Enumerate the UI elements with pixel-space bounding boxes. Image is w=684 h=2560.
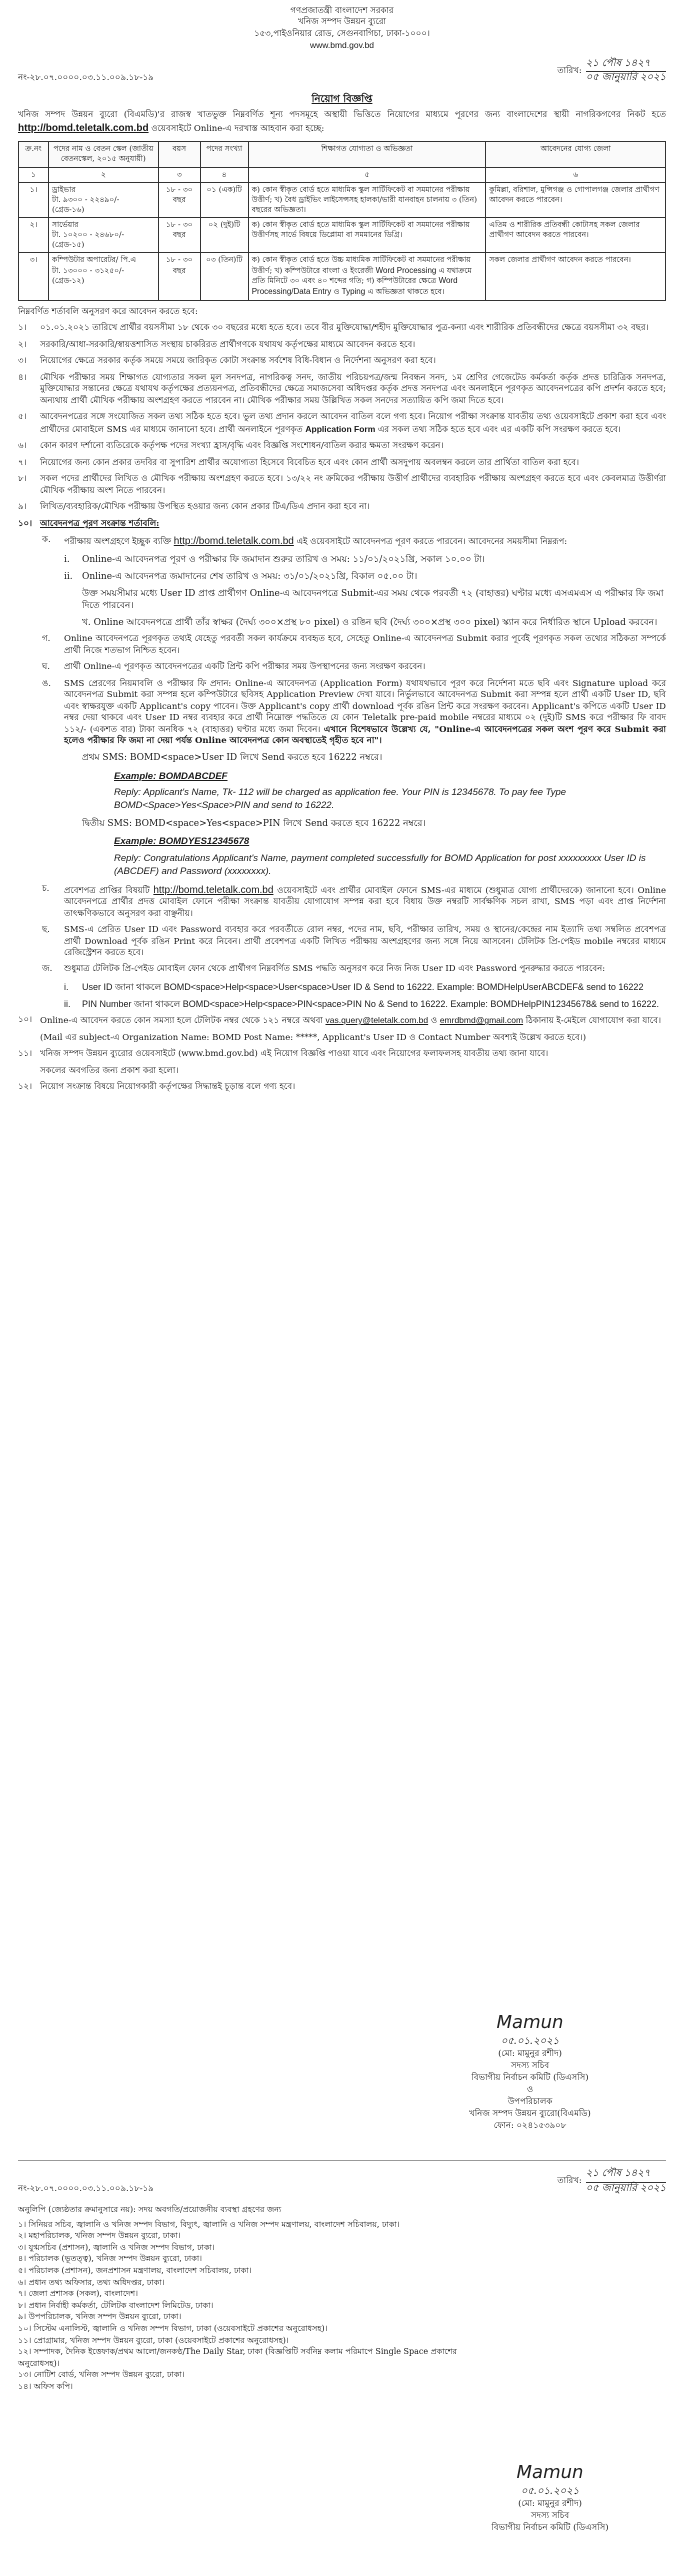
memo-date-en: ০৫ জানুয়ারি ২০২১ <box>585 72 666 84</box>
signatory-office: খনিজ সম্পদ উন্নয়ন ব্যুরো(বিএমডি) <box>469 2108 591 2119</box>
qual-text-1: ক) কোন স্বীকৃত বোর্ড হতে উচ্চ মাধ্যমিক সার্টিফিকেট বা সমমানের পরীক্ষায় উত্তীর্ণ; খ) কম্পিউটারে বাংলা ও ইংরেজী <box>251 255 471 275</box>
table-index-row <box>19 167 666 182</box>
post-scale: টা. ১০২০০ - ২৪৬৮০/- <box>51 230 125 240</box>
list-item: ৯। উপপরিচালক, খনিজ সম্পদ উন্নয়ন ব্যুরো, ঢাকা। <box>18 2312 182 2322</box>
example2-label: Example: BOMDYES12345678 <box>114 836 250 848</box>
apply-sms: ঙ. SMS প্রেরণের নিয়মাবলি ও পরীক্ষার ফি প্রদান: Online-এ আবেদনপত্র (Application Form) যথাযথভাবে পূরণ করে নির্দেশনা মতে ছবি এবং Signature upload করে আবেদনপত্র Submit করা সম্পন্ন হলে কম্পিউটারে ছবিসহ Application Preview দেখা যাবে। নির্ভুলভাবে আবেদনপত্র Submit করা সম্পন্ন হলে প্রার্থী একটি User ID, ছবি এবং স্বাক্ষরযুক্ত একটি Applicant's copy পাবেন। উক্ত Applicant's copy প্রার্থী download পূর্বক রঙিন প্রিন্ট করে সংরক্ষণ করবেন। Applicant's কপিতে একটি User ID নম্বর দেয়া থাকবে এবং User ID নম্বর ব্যবহার করে প্রার্থী নিম্নোক্ত পদ্ধতিতে যে কোন Teletalk pre-paid mobile নম্বরের মাধ্যমে ০২ (দুই)টি SMS করে পরীক্ষার ফি বাবদ ১১২/- (একশত বার) টাকা অনধিক ৭২ (বাহাত্তর) ঘণ্টার মধ্যে জমা দিবেন। এখানে বিশেষভাবে উল্লেখ্য যে, "Online-এ আবেদনপত্রের সকল অংশ পূরণ করে Submit করা হলেও পরীক্ষার ফি জমা না দেয়া পর্যন্ত Online আবেদনপত্র কোন অবস্থাতেই গৃহীত হবে না"। <box>42 678 666 746</box>
list-item: ১৩। নোটিশ বোর্ড, খনিজ সম্পদ উন্নয়ন ব্যুরো, ঢাকা। <box>18 2370 185 2380</box>
apply-cha: চ. প্রবেশপত্র প্রাপ্তির বিষয়টি http://bomd.teletalk.com.bd ওয়েবসাইটে এবং প্রার্থীর মোবাইল ফোনে SMS-এর মাধ্যমে (শুধুমাত্র যোগ্য প্রার্থীদেরকে) জানানো হবে। Online আবেদনপত্রে প্রার্থীর প্রদত্ত মোবাইল ফোনে পরীক্ষা সংক্রান্ত যাবতীয় যোগাযোগ সম্পন্ন করা হবে বিধায় উক্ত নম্বরটি সার্বক্ষণিক সচল রাখা, SMS পড়া এবং প্রাপ্ত নির্দেশনা তাৎক্ষণিকভাবে অনুসরণ করা বাঞ্ছনীয়। <box>42 883 666 919</box>
table-row <box>19 253 666 301</box>
notice-intro <box>18 110 666 135</box>
list-item: ৪। পরিচালক (ভূতত্ত্ব), খনিজ সম্পদ উন্নয়ন ব্যুরো, ঢাকা। <box>18 2254 203 2264</box>
condition-item: ৮। সকল পদের প্রার্থীদের লিখিত ও মৌখিক পরীক্ষায় অংশগ্রহণ করতে হবে। ১৩/২২ নং ক্রমিকের পরীক্ষায় উত্তীর্ণ প্রার্থীদের ব্যবহারিক পরীক্ষায় অংশগ্রহণ করতে হবে এবং কেবলমাত্র উত্তীর্ণরা মৌখিক পরীক্ষায় অংশ নিতে পারবেন। <box>18 474 666 496</box>
memo2-date-label: তারিখ: <box>557 2175 582 2186</box>
list-item: ১৪। অফিস কপি। <box>18 2381 73 2391</box>
apply-ka: ক. পরীক্ষায় অংশগ্রহণে ইচ্ছুক ব্যক্তি http://bomd.teletalk.com.bd এই ওয়েবসাইটে আবেদনপত্র পূরণ করতে পারবেন। আবেদনের সময়সীমা নিম্নরূপ: <box>42 535 568 548</box>
row-count: ০৩ (তিন)টি <box>200 253 248 301</box>
posts-table <box>18 141 666 301</box>
apply-upload: খ. Online আবেদনপত্রে প্রার্থী তাঁর স্বাক্ষর (দৈর্ঘ্য ৩০০×প্রস্থ ৮০ pixel) ও রঙিন ছবি (দৈর্ঘ্য ৩০০×প্রস্থ ৩০০ pixel) স্ক্যান করে নির্ধারিত স্থানে Upload করবেন। <box>82 618 658 629</box>
office-website[interactable]: www.bmd.gov.bd <box>309 40 375 51</box>
row-post <box>48 182 158 217</box>
memo-number: নং-২৮.০৭.০০০০.০৩.১১.০০৯.১৮-১৯ <box>18 73 154 84</box>
post-name: সার্ভেয়ার <box>51 220 79 230</box>
row-count: ০২ (দুই)টি <box>200 218 248 253</box>
signatory2-name: (মো: মামুনুর রশীদ) <box>518 2499 582 2510</box>
apply-end: ii. Online-এ আবেদনপত্র জমাদানের শেষ তারিখ ও সময়: ৩১/০১/২০২১খ্রি, বিকাল ০৫.০০ টা। <box>64 571 418 582</box>
row-quota: সকল জেলার প্রার্থীগণ আবেদন করতে পারবেন। <box>486 253 666 301</box>
sms-examples-2 <box>114 836 666 878</box>
post-name: ড্রাইভার <box>51 184 76 194</box>
memo2-date-en: ০৫ জানুয়ারি ২০২১ <box>585 2182 666 2194</box>
intro-text-1: খনিজ সম্পদ উন্নয়ন ব্যুরো (বিএমডি)'র রাজস্ব খাতভুক্ত নিম্নবর্ণিত শূন্য পদসমূহে অস্থায়ী ভিত্তিতে নিয়োগের মাধ্যমে পূরণের জন্য বাংলাদেশের স্থায়ী নাগরিকগণের নিকট হতে <box>18 110 666 121</box>
th-quota: আবেদনের যোগ্য জেলা <box>486 142 666 167</box>
signatory-name: (মো: মামুনুর রশীদ) <box>498 2049 562 2060</box>
row-qualification: ক) কোন স্বীকৃত বোর্ড হতে মাধ্যমিক স্কুল সার্টিফিকেট বা সমমানের পরীক্ষায় উত্তীর্ণসহ সার্ভে বিষয়ে ডিপ্লোমা বা সমমানের ডিগ্রি। <box>248 218 486 253</box>
condition-item: ৯। লিখিত/ব্যবহারিক/মৌখিক পরীক্ষায় উপস্থিত হওয়ার জন্য কোন প্রকার টিএ/ডিএ প্রদান করা হবে না। <box>18 502 370 513</box>
signature-block-2 <box>420 2460 680 2535</box>
apply-ja: জ. শুধুমাত্র টেলিটক প্রি-পেইড মোবাইল ফোন থেকে প্রার্থীগণ নিম্নবর্ণিত SMS পদ্ধতি অনুসরণ করে নিজ নিজ User ID এবং Password পুনরুদ্ধার করতে পারবেন: <box>42 964 606 975</box>
qual-en-1: Word Processing <box>375 265 437 275</box>
signature2-scribble: Mamun <box>516 2462 584 2483</box>
qual-text-2: এ যথাক্রমে প্রতি মিনিটে ৩০ এবং ৪০ শব্দের গতি; গ) কম্পিউটারের ক্ষেত্রে <box>251 265 472 286</box>
signature-scribble: Mamun <box>496 2012 564 2033</box>
row-quota: এতিম ও শারীরিক প্রতিবন্ধী কোটাসহ সকল জেলার প্রার্থীগণ আবেদন করতে পারবেন। <box>486 218 666 253</box>
memo-row-2 <box>18 2168 666 2195</box>
apply-ga: গ. Online আবেদনপত্রে পূরণকৃত তথ্যই যেহেতু পরবর্তী সকল কার্যক্রমে ব্যবহৃত হবে, সেহেতু Online-এ আবেদনপত্র Submit করার পূর্বেই পূরণকৃত সকল তথ্যের সঠিকতা সম্পর্কে প্রার্থী নিজে শতভাগ নিশ্চিত হবেন। <box>42 634 666 656</box>
list-item: ২। মহাপরিচালক, খনিজ সম্পদ উন্নয়ন ব্যুরো, ঢাকা। <box>18 2231 181 2241</box>
condition-item: ৩। নিয়োগের ক্ষেত্রে সরকার কর্তৃক সময়ে সময়ে জারিকৃত কোটা সংক্রান্ত সর্বশেষ বিধি-বিধান ও নির্দেশনা অনুসরণ করা হবে। <box>18 356 436 367</box>
qual-text-3: এ অভিজ্ঞতা থাকতে হবে। <box>367 287 445 297</box>
row-qualification <box>248 253 486 301</box>
condition-item: ৬। কোন কারণ দর্শানো ব্যতিরেকে কর্তৃপক্ষ পদের সংখ্যা হ্রাস/বৃদ্ধি এবং বিজ্ঞপ্তি সংশোধন/বাতিল করার ক্ষমতা সংরক্ষণ করেন। <box>18 441 444 452</box>
section-divider <box>18 2160 666 2161</box>
row-age: ১৮ - ৩০ বছর <box>158 253 200 301</box>
th-sl: ক্র.নং <box>19 142 49 167</box>
th-age: বয়স <box>158 142 200 167</box>
intro-text-2: ওয়েবসাইটে Online-এ দরখাস্ত আহবান করা হচ্ছে: <box>151 123 325 134</box>
list-item: ৬। প্রধান তথ্য অফিসার, তথ্য অধিদপ্তর, ঢাকা। <box>18 2277 165 2287</box>
conditions-heading: নিম্নবর্ণিত শর্তাবলি অনুসরণ করে আবেদন করতে হবে: <box>18 306 198 317</box>
memo-date-bn: ২১ পৌষ ১৪২৭ <box>586 58 666 73</box>
row-post <box>48 253 158 301</box>
condition-item: ৭। নিয়োগের জন্য কোন প্রকার তদবির বা সুপারিশ প্রার্থীর অযোগ্যতা হিসেবে বিবেচিত হবে এবং কোন প্রার্থী অসদুপায় অবলম্বন করলে তার প্রার্থিতা বাতিল করা হবে। <box>18 457 579 468</box>
post-grade: (গ্রেড-১৫) <box>51 240 85 250</box>
index-cell: ৪ <box>200 167 248 182</box>
row-age: ১৮ - ৩০ বছর <box>158 218 200 253</box>
qual-en-2: Word Processing/Data Entry ও Typing <box>251 276 458 297</box>
contact-item: ১০। Online-এ আবেদন করতে কোন সমস্যা হলে টেলিটক নম্বর থেকে ১২১ নম্বরে অথবা vas.query@teletalk.com.bd ও emrdbmd@gmail.com ঠিকানায় ই-মেইলে যোগাযোগ করা যাবে। <box>18 1015 661 1027</box>
post-grade: (গ্রেড-১৬) <box>51 204 85 214</box>
post-scale: টা. ৯৩০০ - ২২৪৯০/- <box>51 194 120 204</box>
signature2-date: ০৫.০১.২০২১ <box>520 2486 580 2498</box>
office-name: খনিজ সম্পদ উন্নয়ন ব্যুরো <box>297 17 387 28</box>
admit-url-link[interactable]: http://bomd.teletalk.com.bd <box>153 884 274 896</box>
post-scale: টা. ১৩০০০ - ৩১২৫০/- <box>51 265 125 275</box>
list-item: ১০। সিস্টেম এনালিস্ট, জ্বালানি ও খনিজ সম্পদ বিভাগ, ঢাকা (ওয়েবসাইটে প্রকাশের অনুরোধসহ)। <box>18 2323 328 2333</box>
table-header-row <box>19 142 666 167</box>
index-cell: ১ <box>19 167 49 182</box>
post-name: কম্পিউটার অপারেটর/ পি.এ <box>51 255 137 265</box>
website-item: ১১। খনিজ সম্পদ উন্নয়ন ব্যুরোর ওয়েবসাইটে (www.bmd.gov.bd) এই নিয়োগ বিজ্ঞপ্তি পাওয়া যাবে এবং নিয়োগের ফলাফলসহ যাবতীয় তথ্য জানা যাবে। <box>18 1049 549 1060</box>
th-post: পদের নাম ও বেতন স্কেল (জাতীয় বেতনস্কেল, ২০১৫ অনুযায়ী) <box>48 142 158 167</box>
row-quota: কুমিল্লা, বরিশাল, মুন্সিগঞ্জ ও গোপালগঞ্জ জেলার প্রার্থীগণ আবেদন করতে পারবেন। <box>486 182 666 217</box>
publish-note: সকলের অবগতির জন্য প্রকাশ করা হলো। <box>40 1065 179 1076</box>
apply-note: উক্ত সময়সীমার মধ্যে User ID প্রাপ্ত প্রার্থীগণ Online-এ আবেদনপত্রে Submit-এর সময় থেকে পরবর্তী ৭২ (বাহাত্তর) ঘণ্টার মধ্যে এসএমএস এ পরীক্ষার ফি জমা দিতে পারবেন। <box>82 588 664 611</box>
final-authority-item: ১২। নিয়োগ সংক্রান্ত বিষয়ে নিয়োগকারী কর্তৃপক্ষের সিদ্ধান্তই চূড়ান্ত বলে গণ্য হবে। <box>18 1082 296 1093</box>
gov-title: গণপ্রজাতন্ত্রী বাংলাদেশ সরকার <box>290 6 394 16</box>
post-grade: (গ্রেড-১২) <box>51 275 85 285</box>
signature-date: ০৫.০১.২০২১ <box>500 2036 560 2048</box>
row-sl: ২। <box>19 218 49 253</box>
distribution-heading: অনুলিপি (জ্যেষ্ঠতার ক্রমানুসারে নয়): সদয় অবগতি/প্রয়োজনীয় ব্যবস্থা গ্রহণের জন্য <box>18 2205 282 2214</box>
signatory-role: সদস্য সচিব <box>510 2061 550 2072</box>
condition-item: ১০। আবেদনপত্র পূরণ সংক্রান্ত শর্তাবলি: <box>18 518 160 529</box>
distribution-list <box>18 2204 458 2393</box>
second-sms: দ্বিতীয় SMS: BOMD<space>Yes<space>PIN লিখে Send করতে হবে 16222 নম্বরে। <box>82 819 426 830</box>
reply2-text: Reply: Congratulations Applicant's Name, payment completed successfully for BOMD Application for post xxxxxxxxx User ID is (ABCDEF) and Password (xxxxxxxx). <box>114 852 646 877</box>
list-item: ১১। প্রোগ্রামার, খনিজ সম্পদ উন্নয়ন ব্যুরো, ঢাকা (ওয়েবসাইটে প্রকাশের অনুরোধসহ)। <box>18 2335 289 2345</box>
apply-start: i. Online-এ আবেদনপত্র পূরণ ও পরীক্ষার ফি জমাদান শুরুর তারিখ ও সময়: ১১/০১/২০২১খ্রি, সকাল ১০.০০ টা। <box>64 554 485 565</box>
list-item: ১২। সম্পাদক, দৈনিক ইত্তেফাক/প্রথম আলো/জনকণ্ঠ/The Daily Star, ঢাকা (বিজ্ঞপ্তিটি সর্বনিম্ন কলাম পরিমাপে Single Space প্রকাশের অনুরোধসহ)। <box>18 2347 457 2368</box>
signatory2-committee: বিভাগীয় নির্বাচন কমিটি (ডিএসসি) <box>491 2522 609 2533</box>
signatory-and: ও <box>526 2084 534 2095</box>
signatory-phone: ফোন: ০২৪১৫৩৯০৮ <box>493 2120 567 2131</box>
signatory-committee: বিভাগীয় নির্বাচন কমিটি (ডিএসসি) <box>471 2072 589 2083</box>
list-item: ৭। জেলা প্রশাসক (সকল), বাংলাদেশ। <box>18 2289 138 2299</box>
signature-block-1 <box>400 2010 660 2132</box>
index-cell: ৫ <box>248 167 486 182</box>
signatory-designation: উপপরিচালক <box>507 2096 553 2107</box>
office-header <box>18 6 666 52</box>
memo2-number: নং-২৮.০৭.০০০০.০৩.১১.০০৯.১৮-১৯ <box>18 2183 154 2194</box>
example1-label: Example: BOMDABCDEF <box>114 770 228 782</box>
row-sl: ১। <box>19 182 49 217</box>
email-link-teletalk[interactable]: vas.query@teletalk.com.bd <box>325 1015 429 1026</box>
row-sl: ৩। <box>19 253 49 301</box>
mail-subject-note: (Mail এর subject-এ Organization Name: BOMD Post Name: *****, Applicant's User ID ও Contact Number অবশ্যই উল্লেখ করতে হবে।) <box>40 1032 587 1043</box>
sms-examples <box>114 771 666 813</box>
list-item: ৮। প্রধান নির্বাহী কর্মকর্তা, টেলিটক বাংলাদেশ লিমিটেড, ঢাকা। <box>18 2300 214 2310</box>
memo-date-label: তারিখ: <box>557 65 582 76</box>
row-count: ০১ (এক)টি <box>200 182 248 217</box>
recover-userid: i. User ID জানা থাকলে BOMD<space>Help<space>User<space>User ID & Send to 16222. Example: BOMDHelpUserABCDEF& send to 16222 <box>64 981 644 992</box>
reply1-text: Reply: Applicant's Name, Tk- 112 will be charged as application fee. Your PIN is 12345678. To pay fee Type BOMD<Space>Yes<Space>PIN and send to 16222. <box>114 787 567 812</box>
list-item: ৩। যুগ্মসচিব (প্রশাসন), জ্বালানি ও খনিজ সম্পদ বিভাগ, ঢাকা। <box>18 2242 215 2252</box>
index-cell: ৬ <box>486 167 666 182</box>
recover-pin: ii. PIN Number জানা থাকলে BOMD<space>Help<space>PIN<space>PIN No & Send to 16222. Example: BOMDHelpPIN12345678& send to 16222. <box>64 999 660 1010</box>
row-qualification: ক) কোন স্বীকৃত বোর্ড হতে মাধ্যমিক স্কুল সার্টিফিকেট বা সমমানের পরীক্ষায় উত্তীর্ণ; খ) বৈধ ড্রাইভিং লাইসেন্সসহ হালকা/ভারী যানবাহন চালনায় ৩ (তিন) বছরের অভিজ্ঞতা। <box>248 182 486 217</box>
th-qualification: শিক্ষাগত যোগ্যতা ও অভিজ্ঞতা <box>248 142 486 167</box>
condition-item: ৪। মৌখিক পরীক্ষার সময় শিক্ষাগত যোগ্যতার সকল মূল সনদপত্র, নাগরিকত্ব সনদ, জাতীয় পরিচয়পত্র/জন্ম নিবন্ধন সনদ, ১ম শ্রেণির গেজেটেড কর্মকর্তা কর্তৃক প্রদত্ত চারিত্রিক সনদপত্র, মুক্তিযোদ্ধার সন্তানের ক্ষেত্রে যথাযথ কর্তৃপক্ষের প্রত্যয়নপত্র, প্রতিবন্ধীদের ক্ষেত্রে সমাজসেবা অধিদপ্তর কর্তৃক প্রদত্ত সনদপত্র এবং অনলাইনে পূরণকৃত আবেদনপত্রের কপি প্রদর্শন করতে হবে; অন্যথায় প্রার্থী মৌখিক পরীক্ষায় অংশগ্রহণ করতে পারবেন না। মৌখিক পরীক্ষার সময় উল্লিখিত সকল সনদের সত্যায়িত কপি জমা দিতে হবে। <box>18 372 666 406</box>
first-sms: প্রথম SMS: BOMD<space>User ID লিখে Send করতে হবে 16222 নম্বরে। <box>82 753 383 764</box>
index-cell: ২ <box>48 167 158 182</box>
index-cell: ৩ <box>158 167 200 182</box>
table-row <box>19 218 666 253</box>
row-age: ১৮ - ৩০ বছর <box>158 182 200 217</box>
office-address: ১৫৩,পাইওনিয়ার রোড, সেগুনবাগিচা, ঢাকা-১০০০। <box>254 28 430 39</box>
signatory2-role: সদস্য সচিব <box>530 2511 570 2522</box>
notice-title: নিয়োগ বিজ্ঞপ্তি <box>311 93 373 105</box>
apply-chha: ছ. SMS-এ প্রেরিত User ID এবং Password ব্যবহার করে পরবর্তীতে রোল নম্বর, পদের নাম, ছবি, পরীক্ষার তারিখ, সময় ও স্থানের/কেন্দ্রের নাম ইত্যাদি তথ্য সম্বলিত প্রবেশপত্র প্রার্থী Download পূর্বক রঙিন Print করে নিবেন। প্রার্থী প্রবেশপত্র একটি লিখিত পরীক্ষায় অংশগ্রহণের জন্য সঙ্গে নিয়ে আসবেন। টেলিটক প্রি-পেইড mobile নম্বরের মাধ্যমে রেজিস্ট্রেশন করতে হবে। <box>42 925 666 958</box>
memo-row <box>18 58 666 85</box>
memo2-date <box>557 2168 666 2195</box>
intro-url-link[interactable]: http://bomd.teletalk.com.bd <box>18 122 149 134</box>
condition-item: ১। ০১.০১.২০২১ তারিখে প্রার্থীর বয়সসীমা ১৮ থেকে ৩০ বছরের মধ্যে হতে হবে। তবে বীর মুক্তিযোদ্ধা/শহীদ মুক্তিযোদ্ধার পুত্র-কন্যা এবং শারীরিক প্রতিবন্ধীদের ক্ষেত্রে বয়সসীমা ৩২ বছর। <box>18 323 649 334</box>
th-count: পদের সংখ্যা <box>200 142 248 167</box>
apply-url-link[interactable]: http://bomd.teletalk.com.bd <box>173 536 294 548</box>
row-post <box>48 218 158 253</box>
apply-gha: ঘ. প্রার্থী Online-এ পূরণকৃত আবেদনপত্রের একটি প্রিন্ট কপি পরীক্ষার সময় উপস্থাপনের জন্য সংরক্ষণ করবেন। <box>42 662 426 673</box>
email-link-bmd[interactable]: emrdbmd@gmail.com <box>439 1015 524 1026</box>
list-item: ৫। পরিচালক (প্রশাসন), জনপ্রশাসন মন্ত্রণালয়, বাংলাদেশ সচিবালয়, ঢাকা। <box>18 2265 252 2275</box>
list-item: ১। সিনিয়র সচিব, জ্বালানি ও খনিজ সম্পদ বিভাগ, বিদ্যুৎ, জ্বালানি ও খনিজ সম্পদ মন্ত্রণালয়, বাংলাদেশ সচিবালয়, ঢাকা। <box>18 2219 400 2229</box>
condition-item: ৫। আবেদনপত্রের সঙ্গে সংযোজিত সকল তথ্য সঠিক হতে হবে। ভুল তথ্য প্রদান করলে আবেদন বাতিল বলে গণ্য হবে। নিয়োগ পরীক্ষা সংক্রান্ত যাবতীয় তথ্য ওয়েবসাইটে প্রকাশ করা হবে এবং প্রার্থীদের মোবাইলে SMS এর মাধ্যমে জানানো হবে। প্রার্থী অনলাইনে পূরণকৃত Application Form এর সকল তথ্য সঠিক হতে হবে এবং এর একটি কপি সংরক্ষণ করতে হবে। <box>18 412 666 435</box>
memo-date <box>557 58 666 85</box>
table-row <box>19 182 666 217</box>
condition-item: ২। সরকারি/আধা-সরকারি/স্বায়ত্তশাসিত সংস্থায় চাকরিরত প্রার্থীগণকে যথাযথ কর্তৃপক্ষের মাধ্যমে আবেদন করতে হবে। <box>18 339 416 350</box>
memo2-date-bn: ২১ পৌষ ১৪২৭ <box>586 2168 666 2183</box>
